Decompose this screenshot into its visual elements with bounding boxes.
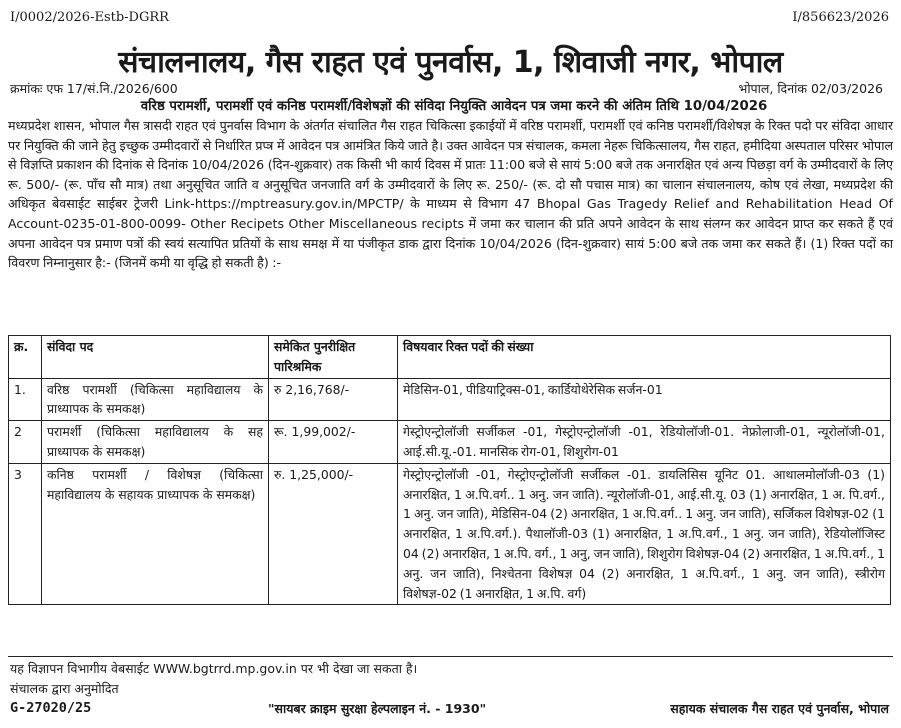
office-title: संचालनालय, गैस राहत एवं पुनर्वास, 1, शिवाजी नगर, भोपाल	[118, 45, 783, 80]
table-row	[9, 378, 891, 421]
notice-paragraph: मध्यप्रदेश शासन, भोपाल गैस त्रासदी राहत एवं पुनर्वास विभाग के अंतर्गत संचालित गैस राहत चिकित्सा इकाईयों में वरिष्ठ परामर्शी, परामर्शी एवं कनिष्ठ परामर्शी/विशेषज्ञ के रिक्त पदो पर संविदा आधार पर नियुक्ति की जाने हेतु इच्छुक उम्मीदवारों से निर्धारित प्रप्त्र में आवेदन पत्र आमंत्रित किये जाते है। उक्त आवेदन पत्र संचालक, कमला नेहरू चिकित्सालय, गैस राहत, हमीदिया अस्पताल परिसर भोपाल से विज्ञप्ति प्रकाशन की दिनांक से दिनांक 10/04/2026 (दिन-शुक्रवार) तक किसी भी कार्य दिवस में प्रातः 11:00 बजे से सायं 5:00 बजे तक अनारक्षित एवं अन्य पिछड़ा वर्ग के उम्मीदवारों के लिए रू. 500/- (रू. पाँच सौ मात्र) तथा अनुसूचित जाति व अनुसूचित जनजाति वर्ग के उम्मीदवारों के लिए रू. 250/- (रू. दो सौ पचास मात्र) का चालान संचालनालय, कोष एवं लेखा, मध्यप्रदेश की अधिकृत बेवसाईट साईबर ट्रेजरी Link-https://mptreasury.gov.in/MPCTP/ के माध्यम से विभाग 47 Bhopal Gas Tragedy Relief and Rehabilitation Head Of Account-0235-01-800-0099- Other Recipets Other Miscellaneous recipts में जमा कर चालान की प्रति अपने आवेदन के साथ संलग्न कर आवेदन प्राप्त कर सकते हैं एवं अपना आवेदन पत्र प्रमाण पत्रों की स्वयं सत्यापित प्रतियों के साथ समक्ष में या पंजीकृत डाक द्वारा दिनांक 10/04/2026 (दिन-शुक्रवार) सायं 5:00 बजे तक जमा कर सकते हैं। (1) रिक्त पदों का विवरण निम्नानुसार है:- (जिनमें कमी या वृद्धि हो सकती है) :-	[8, 118, 894, 271]
row-post: कनिष्ठ परामर्शी / विशेषज्ञ (चिकित्सा महाविद्यालय के सहायक प्राध्यापक के समकक्ष)	[42, 463, 269, 605]
row-serial: 3	[9, 463, 42, 605]
notice-headline: वरिष्ठ परामर्शी, परामर्शी एवं कनिष्ठ परामर्शी/विशेषज्ञों की संविदा नियुक्ति आवेदन पत्र जमा करने की अंतिम तिथि 10/04/2026	[140, 99, 768, 114]
cyber-helpline: "सायबर क्राइम सुरक्षा हेल्पलाइन नं. - 1930"	[268, 701, 487, 716]
footer-divider	[8, 656, 893, 657]
ad-code: G-27020/25	[10, 700, 92, 716]
row-pay: रु. 1,25,000/-	[269, 463, 398, 605]
table-row	[9, 421, 891, 464]
row-vacancies: मेडिसिन-01, पीडियाट्रिक्स-01, कार्डियोथेरेसिक सर्जन-01	[398, 378, 891, 421]
approval-note: संचालक द्वारा अनुमोदित	[10, 681, 119, 696]
row-serial: 2	[9, 421, 42, 464]
row-post: वरिष्ठ परामर्शी (चिकित्सा महाविद्यालय के प्राध्यापक के समकक्ष)	[42, 378, 269, 421]
reference-left: I/0002/2026-Estb-DGRR	[10, 10, 169, 25]
col-post-header: संविदा पद	[42, 336, 269, 379]
issue-date: भोपाल, दिनांक 02/03/2026	[738, 81, 883, 96]
notice-body	[8, 116, 893, 273]
vacancy-table	[8, 335, 891, 605]
order-number: क्रमांकः एफ 17/सं.नि./2026/600	[10, 81, 178, 96]
row-post: परामर्शी (चिकित्सा महाविद्यालय के सह प्राध्यापक के समकक्ष)	[42, 421, 269, 464]
col-pay-header: समेकित पुनरीक्षित पारिश्रमिक	[269, 336, 398, 379]
col-serial-header: क्र.	[9, 336, 42, 379]
reference-right: I/856623/2026	[792, 10, 889, 25]
table-header-row	[9, 336, 891, 379]
table-row	[9, 463, 891, 605]
col-vacancy-header: विषयवार रिक्त पदों की संख्या	[398, 336, 891, 379]
website-note: यह विज्ञापन विभागीय वेबसाईट WWW.bgtrrd.mp.gov.in पर भी देखा जा सकता है।	[10, 661, 418, 676]
row-vacancies: गेस्ट्रोएन्ट्रोलॉजी -01, गेस्ट्रोएन्ट्रोलॉजी सर्जीकल -01. डायलिसिस यूनिट 01. आथालमोलॉजी-03 (1) अनारक्षित, 1 अ.पि.वर्ग.. 1 अनु. जन जाति). न्यूरोलॉजी-01, आई.सी.यू. 03 (1) अनारक्षित, 1 अ. पि.वर्ग., 1 अनु. जन जाति), मेडिसिन-04 (2) अनारक्षित, 1 अ.पि.वर्ग.. 1 अनु. जन जाति), सर्जिकल विशेषज्ञ-02 (1 अनारक्षित, 1 अ.पि.वर्ग.). पैथालॉजी-03 (1) अनारक्षित, 1 अ.पि.वर्ग., 1 अनु. जन जाति), रेडियोलॉजिस्ट 04 (2) अनारक्षित, 1 अ.पि. वर्ग., 1 अनु, जन जाति), शिशुरोग विशेषज्ञ-04 (2) अनारक्षित, 1 अ.पि.वर्ग., 1 अनु. जन जाति), निश्चेतना विशेषज्ञ 04 (2) अनारक्षित, 1 अ.पि.वर्ग., 1 अनु. जन जाति), स्त्रीरोग विशेषज्ञ-02 (1 अनारक्षित, 1 अ.पि. वर्ग)	[398, 463, 891, 605]
row-vacancies: गेस्ट्रोएन्ट्रोलॉजी सर्जीकल -01, गेस्ट्रोएन्ट्रोलॉजी -01, रेडियोलॉजी-01. नेफ्रोलाजी-01, न्यूरोलॉजी-01, आई.सी.यू.-01. मानसिक रोग-01, शिशुरोग-01	[398, 421, 891, 464]
row-pay: रु 2,16,768/-	[269, 378, 398, 421]
row-serial: 1.	[9, 378, 42, 421]
signatory: सहायक संचालक गैस राहत एवं पुनर्वास, भोपाल	[670, 701, 889, 716]
row-pay: रू. 1,99,002/-	[269, 421, 398, 464]
